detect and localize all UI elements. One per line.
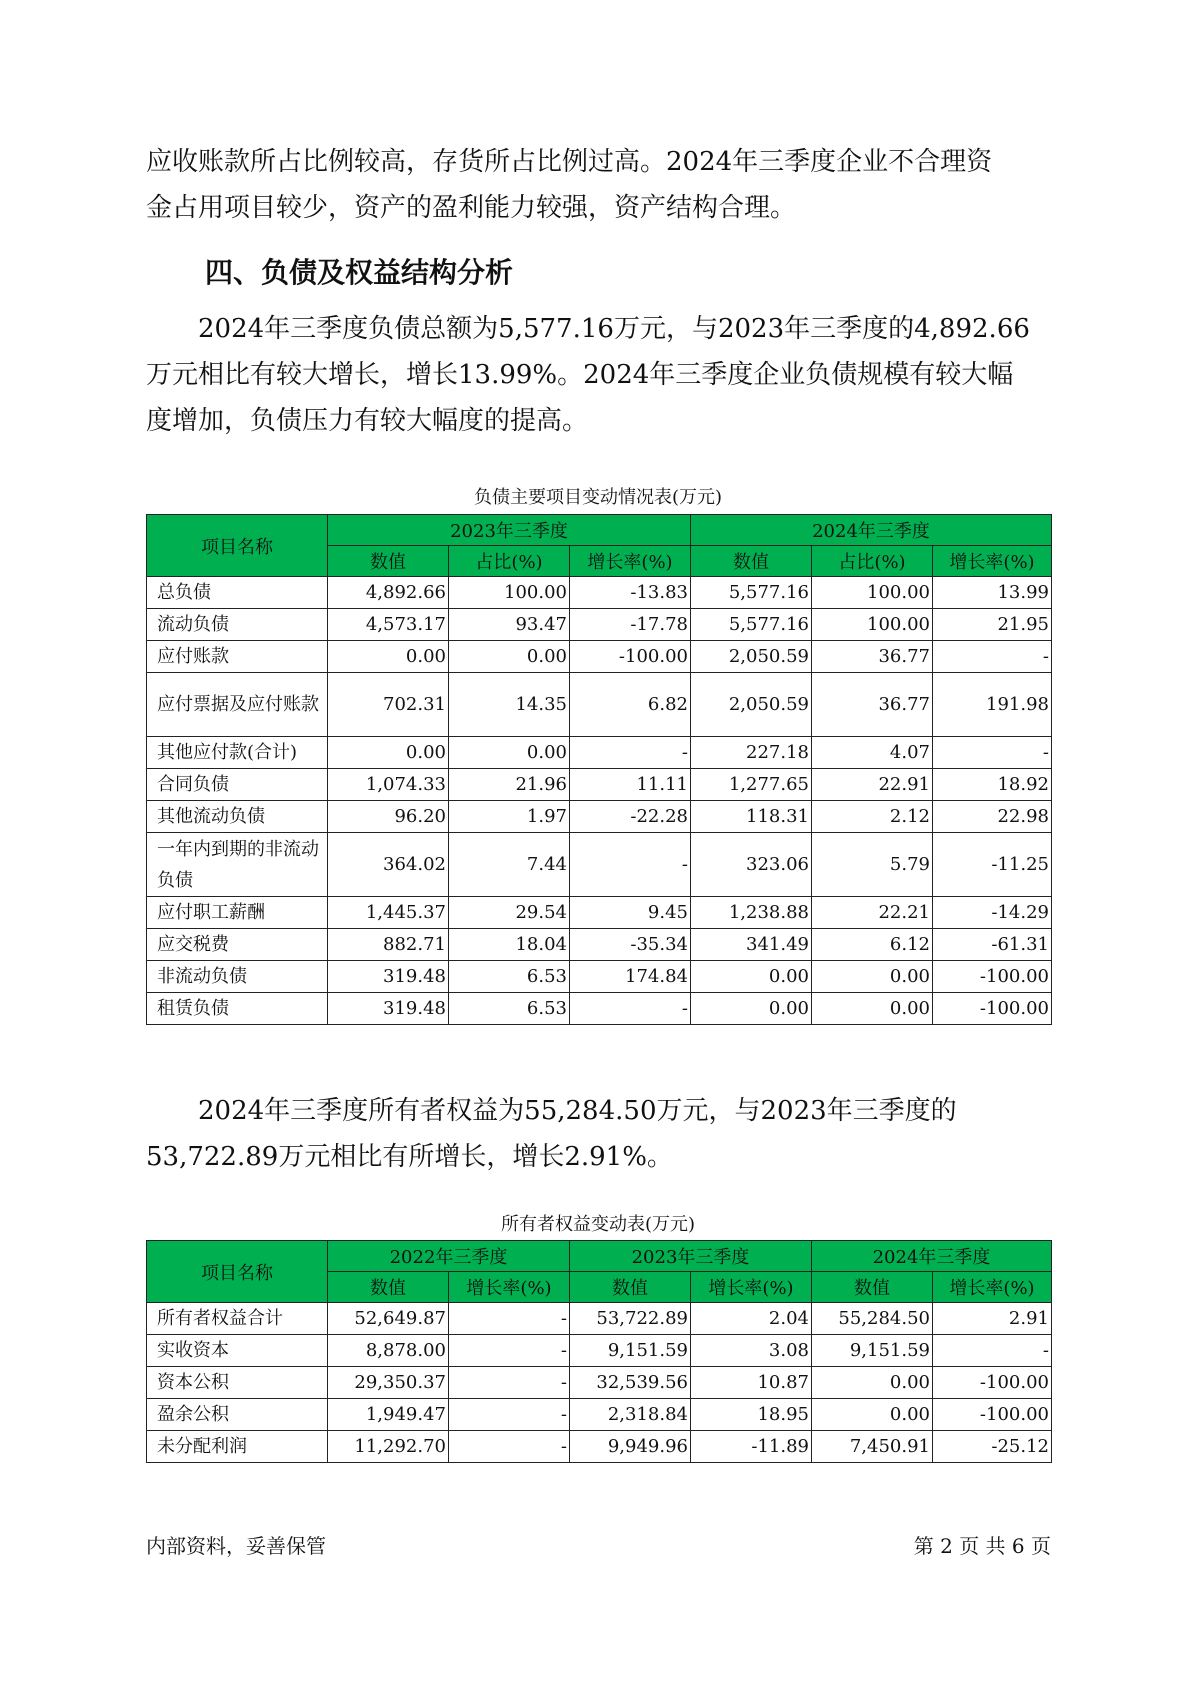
period-header: 2024年三季度 — [691, 515, 1052, 546]
table-cell: 2,050.59 — [691, 673, 812, 737]
liability-line: 万元相比有较大增长，增长13.99%。2024年三季度企业负债规模有较大幅 — [146, 360, 1014, 390]
row-label: 应付账款 — [147, 641, 328, 673]
table-cell: 6.53 — [449, 961, 570, 993]
intro-line: 金占用项目较少，资产的盈利能力较强，资产结构合理。 — [146, 193, 797, 223]
row-label: 应付职工薪酬 — [147, 897, 328, 929]
sub-header: 数值 — [328, 546, 449, 577]
table-cell: - — [449, 1399, 570, 1431]
period-header: 2024年三季度 — [812, 1241, 1052, 1272]
table-cell: - — [570, 833, 691, 897]
table-cell: -14.29 — [933, 897, 1052, 929]
row-label: 一年内到期的非流动负债 — [147, 833, 328, 897]
table-cell: 22.21 — [812, 897, 933, 929]
table-cell: 2.12 — [812, 801, 933, 833]
table-cell: - — [570, 737, 691, 769]
table-cell: 10.87 — [691, 1367, 812, 1399]
table-cell: 8,878.00 — [328, 1335, 449, 1367]
sub-header: 占比(%) — [812, 546, 933, 577]
table-cell: 18.04 — [449, 929, 570, 961]
table-cell: 7.44 — [449, 833, 570, 897]
table-cell: 9,151.59 — [812, 1335, 933, 1367]
table-cell: 0.00 — [691, 993, 812, 1025]
row-label: 应交税费 — [147, 929, 328, 961]
period-header: 2023年三季度 — [570, 1241, 812, 1272]
table-cell: 1,074.33 — [328, 769, 449, 801]
table-cell: -100.00 — [933, 1399, 1052, 1431]
liability-paragraph — [146, 306, 1046, 444]
table-cell: 118.31 — [691, 801, 812, 833]
table-row — [147, 897, 1052, 929]
section-heading: 四、负债及权益结构分析 — [205, 256, 514, 289]
table-cell: -25.12 — [933, 1431, 1052, 1463]
table-cell: 227.18 — [691, 737, 812, 769]
table-cell: 2.91 — [933, 1303, 1052, 1335]
sub-header: 数值 — [691, 546, 812, 577]
intro-line: 应收账款所占比例较高，存货所占比例过高。2024年三季度企业不合理资 — [146, 147, 993, 177]
period-header: 2022年三季度 — [328, 1241, 570, 1272]
table-row — [147, 769, 1052, 801]
table-cell: 1,277.65 — [691, 769, 812, 801]
table-cell: 1,445.37 — [328, 897, 449, 929]
row-label: 非流动负债 — [147, 961, 328, 993]
row-label: 其他应付款(合计) — [147, 737, 328, 769]
table-cell: 55,284.50 — [812, 1303, 933, 1335]
table-cell: 9,151.59 — [570, 1335, 691, 1367]
table-cell: 174.84 — [570, 961, 691, 993]
table-cell: 93.47 — [449, 609, 570, 641]
table-cell: 364.02 — [328, 833, 449, 897]
equity-table-caption: 所有者权益变动表(万元) — [500, 1214, 696, 1235]
row-label: 其他流动负债 — [147, 801, 328, 833]
table-cell: -11.89 — [691, 1431, 812, 1463]
table-cell: 6.82 — [570, 673, 691, 737]
table-cell: - — [933, 737, 1052, 769]
page-number: 第 2 页 共 6 页 — [913, 1534, 1051, 1558]
table-cell: 21.96 — [449, 769, 570, 801]
table-cell: -61.31 — [933, 929, 1052, 961]
sub-header: 增长率(%) — [933, 546, 1052, 577]
row-label: 总负债 — [147, 577, 328, 609]
table-row — [147, 673, 1052, 737]
table-cell: 100.00 — [812, 577, 933, 609]
table-row — [147, 801, 1052, 833]
table-cell: 2.04 — [691, 1303, 812, 1335]
table-cell: 5,577.16 — [691, 609, 812, 641]
table-cell: 6.53 — [449, 993, 570, 1025]
table-cell: 6.12 — [812, 929, 933, 961]
table-cell: 5.79 — [812, 833, 933, 897]
table-cell: 14.35 — [449, 673, 570, 737]
table-cell: 319.48 — [328, 993, 449, 1025]
table-cell: 0.00 — [812, 961, 933, 993]
table-row — [147, 1399, 1052, 1431]
table-cell: 0.00 — [812, 993, 933, 1025]
row-label: 合同负债 — [147, 769, 328, 801]
table-cell: 36.77 — [812, 673, 933, 737]
table-row — [147, 641, 1052, 673]
table-cell: 100.00 — [449, 577, 570, 609]
row-label: 流动负债 — [147, 609, 328, 641]
table-row — [147, 1367, 1052, 1399]
table-cell: 32,539.56 — [570, 1367, 691, 1399]
table-cell: 4,892.66 — [328, 577, 449, 609]
sub-header: 数值 — [328, 1272, 449, 1303]
table-cell: -17.78 — [570, 609, 691, 641]
table-cell: 18.92 — [933, 769, 1052, 801]
table-cell: - — [449, 1431, 570, 1463]
table-cell: - — [933, 1335, 1052, 1367]
table-row — [147, 993, 1052, 1025]
footer-left: 内部资料，妥善保管 — [146, 1534, 326, 1558]
table-cell: - — [570, 993, 691, 1025]
sub-header: 增长率(%) — [933, 1272, 1052, 1303]
table-cell: -11.25 — [933, 833, 1052, 897]
liability-line: 2024年三季度负债总额为5,577.16万元，与2023年三季度的4,892.66 — [198, 314, 1030, 344]
table-cell: 11.11 — [570, 769, 691, 801]
table-cell: -100.00 — [933, 993, 1052, 1025]
table-row — [147, 961, 1052, 993]
period-header: 2023年三季度 — [328, 515, 691, 546]
table-cell: 4,573.17 — [328, 609, 449, 641]
table-cell: 2,318.84 — [570, 1399, 691, 1431]
table-cell: 319.48 — [328, 961, 449, 993]
equity-table-body — [147, 1303, 1052, 1463]
sub-header: 数值 — [812, 1272, 933, 1303]
table-cell: 100.00 — [812, 609, 933, 641]
sub-header: 数值 — [570, 1272, 691, 1303]
liability-table — [146, 514, 1052, 1025]
table-cell: 0.00 — [328, 737, 449, 769]
table-cell: 11,292.70 — [328, 1431, 449, 1463]
table-row — [147, 737, 1052, 769]
table-cell: 29.54 — [449, 897, 570, 929]
table-cell: 5,577.16 — [691, 577, 812, 609]
row-label: 所有者权益合计 — [147, 1303, 328, 1335]
equity-line: 53,722.89万元相比有所增长，增长2.91%。 — [146, 1142, 673, 1172]
intro-paragraph — [146, 139, 1046, 231]
row-label: 资本公积 — [147, 1367, 328, 1399]
table-cell: 29,350.37 — [328, 1367, 449, 1399]
sub-header: 占比(%) — [449, 546, 570, 577]
column-header-name: 项目名称 — [147, 515, 328, 577]
table-cell: 191.98 — [933, 673, 1052, 737]
table-cell: 323.06 — [691, 833, 812, 897]
row-label: 租赁负债 — [147, 993, 328, 1025]
table-cell: 52,649.87 — [328, 1303, 449, 1335]
table-row — [147, 1335, 1052, 1367]
sub-header: 增长率(%) — [449, 1272, 570, 1303]
table-cell: - — [449, 1367, 570, 1399]
table-cell: 9,949.96 — [570, 1431, 691, 1463]
table-row — [147, 609, 1052, 641]
table-cell: - — [449, 1303, 570, 1335]
table-cell: 341.49 — [691, 929, 812, 961]
table-cell: -100.00 — [933, 961, 1052, 993]
column-header-name: 项目名称 — [147, 1241, 328, 1303]
sub-header: 增长率(%) — [570, 546, 691, 577]
table-cell: -100.00 — [570, 641, 691, 673]
table-cell: 4.07 — [812, 737, 933, 769]
table-cell: 0.00 — [812, 1399, 933, 1431]
table-cell: 0.00 — [328, 641, 449, 673]
equity-table — [146, 1240, 1052, 1463]
sub-header: 增长率(%) — [691, 1272, 812, 1303]
table-cell: 22.91 — [812, 769, 933, 801]
row-label: 盈余公积 — [147, 1399, 328, 1431]
table-cell: 1.97 — [449, 801, 570, 833]
table-cell: 13.99 — [933, 577, 1052, 609]
table-cell: 2,050.59 — [691, 641, 812, 673]
row-label: 未分配利润 — [147, 1431, 328, 1463]
table-cell: 36.77 — [812, 641, 933, 673]
table-cell: 18.95 — [691, 1399, 812, 1431]
table-cell: 7,450.91 — [812, 1431, 933, 1463]
equity-paragraph — [146, 1088, 1046, 1180]
table-row — [147, 833, 1052, 897]
table-cell: 53,722.89 — [570, 1303, 691, 1335]
table-cell: 22.98 — [933, 801, 1052, 833]
table-cell: 21.95 — [933, 609, 1052, 641]
table-cell: 3.08 — [691, 1335, 812, 1367]
table-cell: 1,949.47 — [328, 1399, 449, 1431]
liability-table-body — [147, 577, 1052, 1025]
table-cell: 96.20 — [328, 801, 449, 833]
equity-line: 2024年三季度所有者权益为55,284.50万元，与2023年三季度的 — [198, 1096, 957, 1126]
table-cell: 0.00 — [812, 1367, 933, 1399]
table-row — [147, 577, 1052, 609]
table-cell: 0.00 — [449, 641, 570, 673]
table-row — [147, 1303, 1052, 1335]
table-row — [147, 1431, 1052, 1463]
table-cell: -35.34 — [570, 929, 691, 961]
table-row — [147, 929, 1052, 961]
row-label: 实收资本 — [147, 1335, 328, 1367]
table-cell: 0.00 — [449, 737, 570, 769]
table-cell: - — [449, 1335, 570, 1367]
table-cell: - — [933, 641, 1052, 673]
table-cell: 702.31 — [328, 673, 449, 737]
table-cell: -22.28 — [570, 801, 691, 833]
table-cell: 1,238.88 — [691, 897, 812, 929]
row-label: 应付票据及应付账款 — [147, 673, 328, 737]
table-cell: 9.45 — [570, 897, 691, 929]
table-cell: 882.71 — [328, 929, 449, 961]
liability-line: 度增加，负债压力有较大幅度的提高。 — [146, 406, 589, 436]
liability-table-caption: 负债主要项目变动情况表(万元) — [473, 487, 723, 508]
table-cell: 0.00 — [691, 961, 812, 993]
table-cell: -100.00 — [933, 1367, 1052, 1399]
table-cell: -13.83 — [570, 577, 691, 609]
